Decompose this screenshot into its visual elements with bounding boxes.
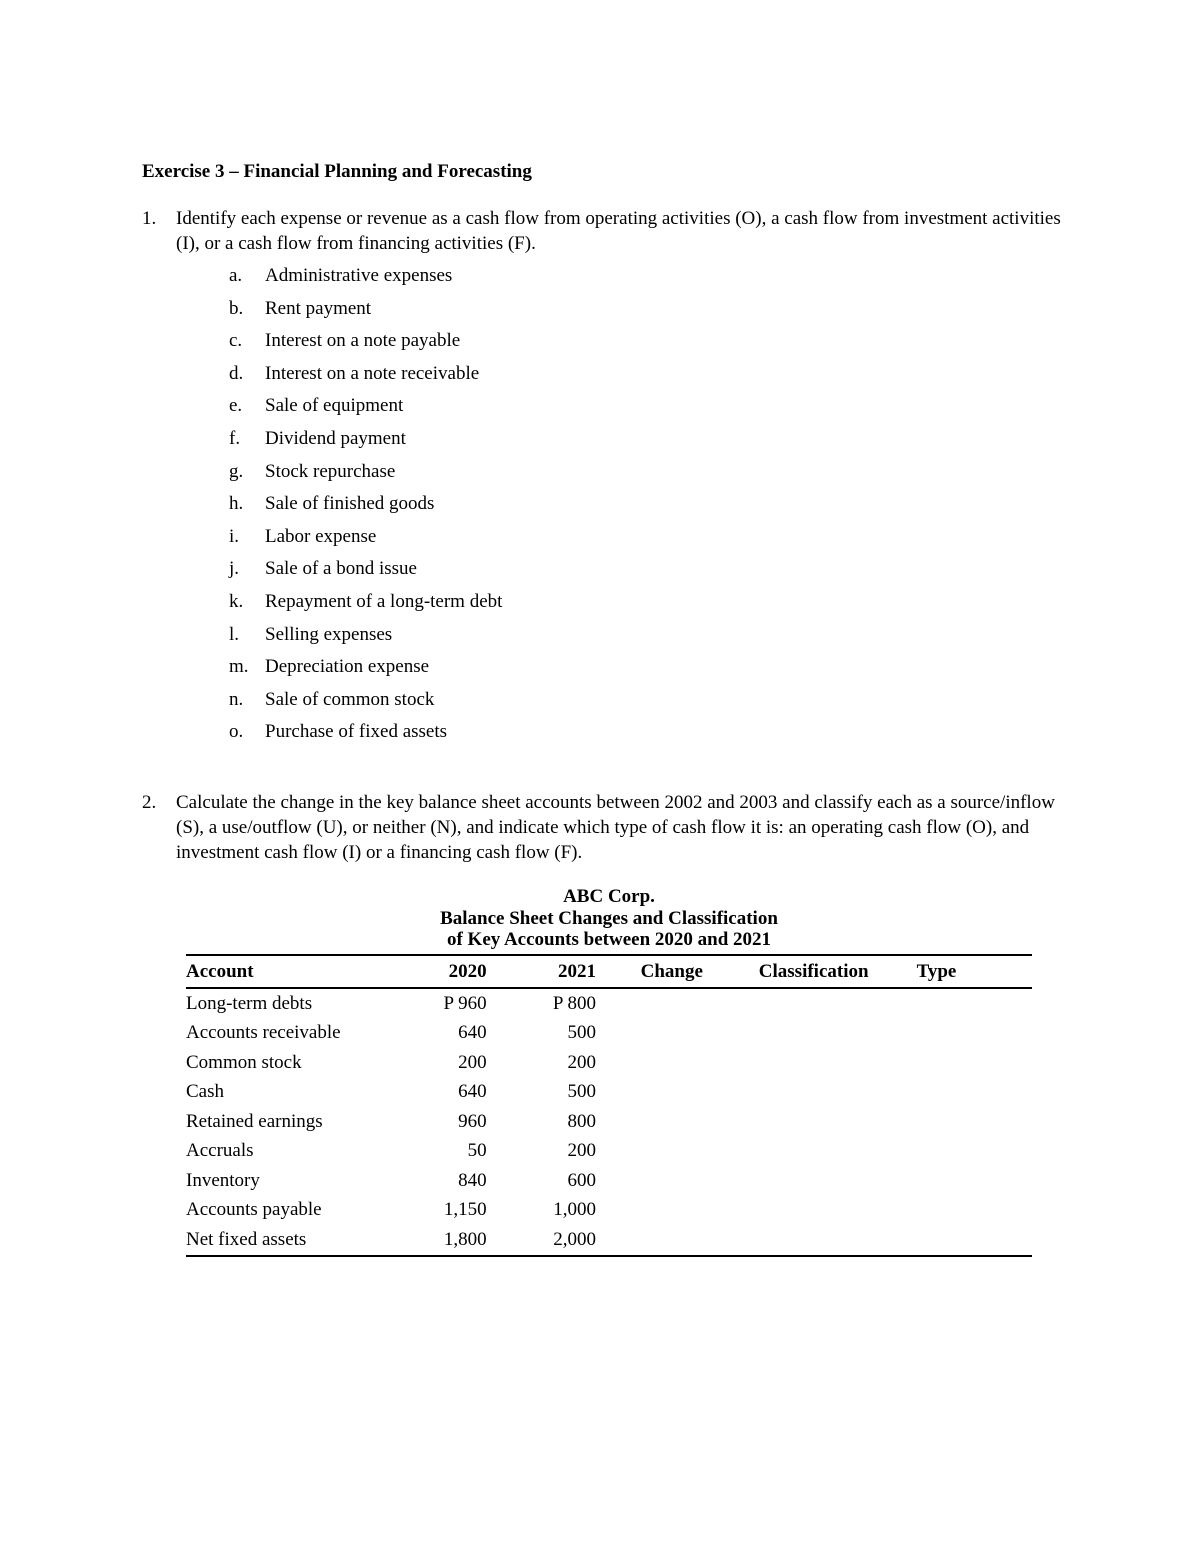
item-letter: b. (229, 297, 244, 319)
table-row (186, 1166, 1032, 1196)
value-2021-cell: 2,000 (487, 1225, 596, 1256)
classification-cell (703, 1225, 869, 1256)
type-cell (869, 1196, 1032, 1226)
classification-cell (703, 1196, 869, 1226)
account-cell: Inventory (186, 1169, 260, 1191)
type-cell (869, 1019, 1032, 1049)
table-row (186, 1048, 1032, 1078)
item-text: Repayment of a long-term debt (265, 590, 503, 612)
type-cell (869, 1137, 1032, 1167)
value-2020-cell: 640 (458, 1022, 487, 1044)
list-item (229, 687, 502, 720)
value-2020-cell: 840 (458, 1169, 487, 1191)
table-subtitle: of Key Accounts between 2020 and 2021 (446, 929, 772, 950)
question-text: Calculate the change in the key balance sheet accounts between 2002 and 2003 and classify each as a source/inflow (S), a use/outflow (U), or neither (N), and indicate which type of cash flow it is: an operating cash flow (O), and investment cash flow (I) or a financing cash flow (F). (176, 792, 1055, 863)
item-letter: o. (229, 721, 244, 743)
question-number: 2. (142, 792, 157, 813)
item-text: Labor expense (265, 525, 377, 547)
type-cell (869, 1225, 1032, 1256)
change-cell (596, 1225, 703, 1256)
type-cell (869, 1166, 1032, 1196)
column-header-type: Type (869, 955, 1032, 988)
value-2021-cell: 200 (567, 1140, 596, 1162)
change-cell (596, 1107, 703, 1137)
item-letter: f. (229, 427, 241, 449)
page-title: Exercise 3 – Financial Planning and Forecasting (142, 161, 532, 182)
item-letter: i. (229, 525, 240, 547)
type-cell (869, 1107, 1032, 1137)
list-item (229, 654, 502, 687)
value-2020-cell: 200 (458, 1051, 487, 1073)
table-row (186, 1078, 1032, 1108)
value-2020-cell: 960 (458, 1110, 487, 1132)
item-letter: h. (229, 493, 244, 515)
item-text: Dividend payment (265, 427, 406, 449)
list-item (229, 328, 502, 361)
item-letter: c. (229, 330, 243, 352)
item-letter: j. (229, 558, 240, 580)
classification-cell (703, 1166, 869, 1196)
list-item (229, 622, 502, 655)
column-header-classification: Classification (703, 955, 869, 988)
column-header-account: Account (186, 955, 402, 988)
column-header-2020: 2020 (402, 955, 486, 988)
item-text: Sale of a bond issue (265, 558, 417, 580)
item-letter: l. (229, 623, 240, 645)
list-item (229, 426, 502, 459)
column-header-2021: 2021 (487, 955, 596, 988)
list-item (229, 393, 502, 426)
question-text: Identify each expense or revenue as a cash flow from operating activities (O), a cash flow from investment activities (I), or a cash flow from financing activities (F). (176, 208, 1061, 254)
table-title: Balance Sheet Changes and Classification (440, 907, 778, 929)
item-text: Sale of equipment (265, 395, 404, 417)
item-text: Selling expenses (265, 623, 393, 645)
change-cell (596, 1078, 703, 1108)
item-text: Purchase of fixed assets (265, 721, 448, 743)
item-letter: a. (229, 265, 243, 286)
list-item (229, 719, 502, 752)
item-text: Depreciation expense (265, 656, 430, 678)
value-2020-cell: 50 (467, 1140, 487, 1162)
item-letter: n. (229, 688, 244, 710)
value-2020-cell: 1,800 (402, 1225, 486, 1256)
account-cell: Accounts payable (186, 1199, 322, 1221)
change-cell (596, 988, 703, 1019)
value-2021-cell: 200 (567, 1051, 596, 1073)
type-cell (869, 988, 1032, 1019)
table-row (186, 988, 1032, 1019)
item-text: Interest on a note receivable (265, 362, 480, 384)
value-2021-cell: 1,000 (553, 1199, 596, 1221)
table-header-row (186, 955, 1032, 988)
value-2020-cell: P 960 (443, 992, 487, 1014)
account-cell: Cash (186, 1081, 224, 1103)
type-cell (869, 1048, 1032, 1078)
table-row (186, 1137, 1032, 1167)
type-cell (869, 1078, 1032, 1108)
item-letter: k. (229, 590, 244, 612)
account-cell: Retained earnings (186, 1110, 323, 1132)
account-cell: Net fixed assets (186, 1225, 402, 1256)
classification-cell (703, 988, 869, 1019)
item-text: Sale of finished goods (265, 493, 435, 515)
classification-cell (703, 1048, 869, 1078)
item-letter: m. (229, 656, 249, 678)
question-1 (142, 206, 1062, 256)
value-2021-cell: 800 (567, 1110, 596, 1132)
table-row (186, 1019, 1032, 1049)
value-2021-cell: 500 (567, 1081, 596, 1103)
value-2021-cell: 600 (567, 1169, 596, 1191)
list-item (229, 263, 502, 296)
account-cell: Accounts receivable (186, 1022, 341, 1044)
table-row (186, 1196, 1032, 1226)
expense-list (229, 263, 502, 752)
item-letter: e. (229, 395, 243, 417)
list-item (229, 491, 502, 524)
item-text: Interest on a note payable (265, 330, 461, 352)
item-letter: d. (229, 362, 244, 384)
change-cell (596, 1048, 703, 1078)
value-2020-cell: 1,150 (443, 1199, 487, 1221)
item-text: Administrative expenses (265, 265, 453, 286)
balance-sheet-table (186, 954, 1032, 1257)
table-row (186, 1225, 1032, 1256)
item-text: Rent payment (265, 297, 372, 319)
list-item (229, 459, 502, 492)
value-2021-cell: P 800 (552, 992, 596, 1014)
list-item (229, 524, 502, 557)
value-2021-cell: 500 (567, 1022, 596, 1044)
value-2020-cell: 640 (458, 1081, 487, 1103)
classification-cell (703, 1019, 869, 1049)
change-cell (596, 1019, 703, 1049)
item-letter: g. (229, 460, 244, 482)
change-cell (596, 1196, 703, 1226)
list-item (229, 556, 502, 589)
account-cell: Accruals (186, 1140, 254, 1162)
column-header-change: Change (596, 955, 703, 988)
list-item (229, 296, 502, 329)
list-item (229, 589, 502, 622)
company-name: ABC Corp. (563, 886, 655, 907)
question-number: 1. (142, 208, 157, 229)
table-row (186, 1107, 1032, 1137)
account-cell: Common stock (186, 1051, 302, 1073)
item-text: Sale of common stock (265, 688, 435, 710)
item-text: Stock repurchase (265, 460, 396, 482)
question-2 (142, 790, 1062, 865)
classification-cell (703, 1107, 869, 1137)
change-cell (596, 1137, 703, 1167)
classification-cell (703, 1078, 869, 1108)
table-heading (186, 886, 1032, 951)
classification-cell (703, 1137, 869, 1167)
change-cell (596, 1166, 703, 1196)
list-item (229, 361, 502, 394)
account-cell: Long-term debts (186, 992, 313, 1014)
